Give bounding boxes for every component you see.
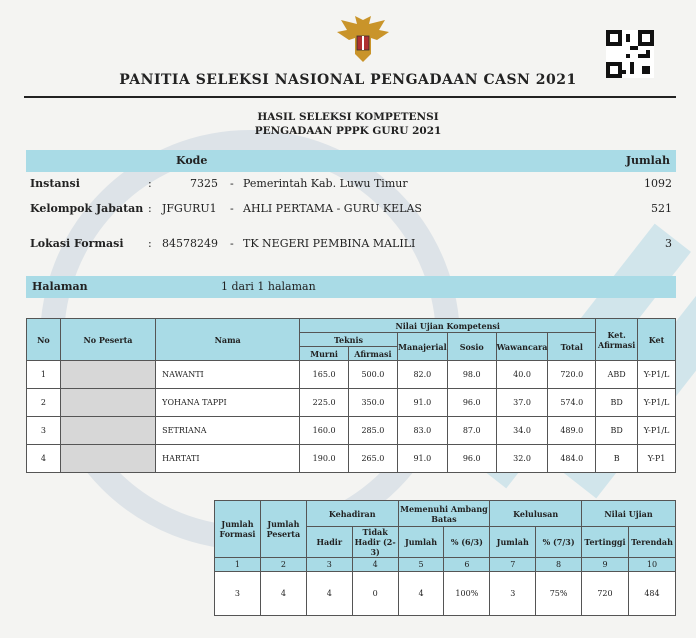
redacted-cell (60, 361, 155, 389)
info-header-bar (26, 150, 676, 172)
summary-table (214, 500, 676, 616)
col-manajerial: Manajerial (397, 333, 447, 361)
qr-code-icon (606, 30, 654, 78)
redacted-cell (60, 445, 155, 473)
col-terendah: Terendah (628, 527, 675, 558)
col-tidak-hadir: Tidak Hadir (2-3) (352, 527, 398, 558)
info-row-instansi: Instansi : 7325 - Pemerintah Kab. Luwu Timur 1092 (30, 177, 672, 190)
redacted-cell (60, 389, 155, 417)
jumlah-header: Jumlah (625, 154, 670, 167)
summary-values-row: 3 4 4 0 4 100% 3 75% 720 484 (215, 572, 676, 616)
table-row: 4 HARTATI 190.0 265.0 91.0 96.0 32.0 484.0 B Y-P1 (27, 445, 676, 473)
halaman-bar (26, 276, 676, 298)
col-no: No (27, 319, 61, 361)
col-ket: Ket (638, 319, 676, 361)
col-pct-6-3: % (6/3) (444, 527, 490, 558)
title-rule (24, 96, 676, 98)
col-jumlah-memenuhi: Jumlah (398, 527, 444, 558)
col-memenuhi-ambang-batas: Memenuhi Ambang Batas (398, 501, 490, 527)
col-nilai-ujian: Nilai Ujian Kompetensi (300, 319, 596, 333)
kode-header: Kode (176, 154, 208, 167)
col-hadir: Hadir (306, 527, 352, 558)
info-row-kelompok-jabatan: Kelompok Jabatan : JFGURU1 - AHLI PERTAMA - GURU KELAS 521 (30, 202, 672, 215)
redacted-cell (60, 417, 155, 445)
col-no-peserta: No Peserta (60, 319, 155, 361)
col-ket-afirmasi: Ket. Afirmasi (596, 319, 638, 361)
subtitle-line2: PENGADAAN PPPK GURU 2021 (254, 125, 442, 137)
col-murni: Murni (300, 347, 349, 361)
col-jumlah-formasi: Jumlah Formasi (215, 501, 261, 558)
col-nama: Nama (156, 319, 300, 361)
index-row: 1 2 3 4 5 6 7 8 9 10 (215, 558, 676, 572)
garuda-emblem-icon (333, 14, 393, 66)
results-table (26, 318, 676, 473)
col-pct-7-3: % (7/3) (536, 527, 582, 558)
document-title: PANITIA SELEKSI NASIONAL PENGADAAN CASN 2021 (119, 72, 577, 88)
table-row: 2 YOHANA TAPPI 225.0 350.0 91.0 96.0 37.0 574.0 BD Y-P1/L (27, 389, 676, 417)
halaman-label: Halaman (32, 280, 88, 293)
col-jumlah-lulus: Jumlah (490, 527, 536, 558)
col-teknis: Teknis (300, 333, 398, 347)
info-row-lokasi-formasi: Lokasi Formasi : 84578249 - TK NEGERI PEMBINA MALILI 3 (30, 237, 672, 250)
col-sosio: Sosio (447, 333, 496, 361)
col-tertinggi: Tertinggi (582, 527, 629, 558)
col-wawancara: Wawancara (496, 333, 548, 361)
col-kelulusan: Kelulusan (490, 501, 582, 527)
col-afirmasi: Afirmasi (348, 347, 397, 361)
table-row: 3 SETRIANA 160.0 285.0 83.0 87.0 34.0 489.0 BD Y-P1/L (27, 417, 676, 445)
col-jumlah-peserta: Jumlah Peserta (260, 501, 306, 558)
subtitle-line1: HASIL SELEKSI KOMPETENSI (257, 111, 439, 123)
table-row: 1 NAWANTI 165.0 500.0 82.0 98.0 40.0 720.0 ABD Y-P1/L (27, 361, 676, 389)
col-total: Total (548, 333, 596, 361)
col-nilai-ujian: Nilai Ujian (582, 501, 676, 527)
col-kehadiran: Kehadiran (306, 501, 398, 527)
halaman-value: 1 dari 1 halaman (221, 280, 316, 293)
